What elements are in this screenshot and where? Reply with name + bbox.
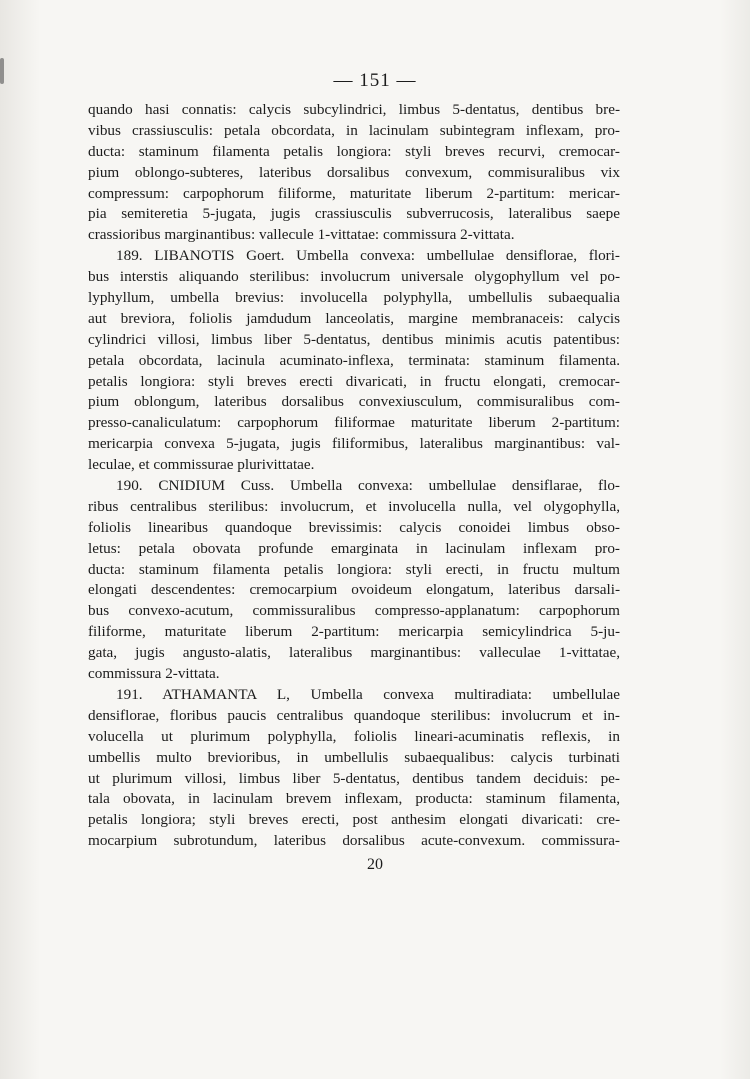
text-line: gata, jugis angusto-alatis, lateralibus marginantibus: valleculae 1-vittatae, bbox=[88, 644, 620, 662]
text-line: elongati descendentes: cremocarpium ovoideum elongatum, lateribus darsali- bbox=[88, 581, 620, 599]
page-number: — 151 — bbox=[333, 70, 417, 91]
text-line: pia semiteretia 5-jugata, jugis crassiusculis subverrucosis, lateralibus saepe bbox=[88, 205, 620, 223]
text-line: ribus centralibus sterilibus: involucrum, et involucella nulla, vel olygophylla, bbox=[88, 497, 620, 515]
text-line: ut plurimum villosi, limbus liber 5-dentatus, dentibus tandem deciduis: pe- bbox=[88, 769, 620, 787]
text-line: commissura 2-vittata. bbox=[88, 665, 220, 683]
text-line: petala obcordata, lacinula acuminato-inflexa, terminata: staminum filamenta. bbox=[88, 351, 620, 369]
text-line: umbellis multo brevioribus, in umbellulis subaequalibus: calycis turbinati bbox=[88, 748, 620, 766]
text-line: filiforme, maturitate liberum 2-partitum: mericarpia semicylindrica 5-ju- bbox=[88, 623, 620, 641]
text-line: leculae, et commissurae plurivittatae. bbox=[88, 456, 315, 474]
text-line: volucella ut plurimum polyphylla, foliolis lineari-acuminatis reflexis, in bbox=[88, 727, 620, 745]
text-line: quando hasi connatis: calycis subcylindrici, limbus 5-dentatus, dentibus bre- bbox=[88, 101, 620, 118]
entry-191-heading: 191. ATHAMANTA L, Umbella convexa multiradiata: umbellulae bbox=[116, 685, 620, 703]
text-line: densiflorae, floribus paucis centralibus quandoque sterilibus: involucrum et in- bbox=[88, 706, 620, 724]
entry-190-heading: 190. CNIDIUM Cuss. Umbella convexa: umbellulae densiflarae, flo- bbox=[116, 477, 620, 495]
text-line: foliolis linearibus quandoque brevissimis: calycis conoidei limbus obso- bbox=[88, 518, 620, 536]
text-line: bus convexo-acutum, commissuralibus compresso-applanatum: carpophorum bbox=[88, 602, 620, 620]
entry-189-heading: 189. LIBANOTIS Goert. Umbella convexa: umbellulae densiflorae, flori- bbox=[116, 247, 620, 265]
text-line: mocarpium subrotundum, lateribus dorsalibus acute-convexum. commissura- bbox=[88, 832, 620, 850]
text-line: aut breviora, foliolis jamdudum lanceolatis, margine membranaceis: calycis bbox=[88, 309, 620, 327]
text-line: petalis longiora; styli breves erecti, post anthesim elongati divaricati: cre- bbox=[88, 811, 620, 829]
text-line: cylindrici villosi, limbus liber 5-dentatus, dentibus minimis acutis patentibus: bbox=[88, 330, 620, 348]
text-line: mericarpia convexa 5-jugata, jugis filiformibus, lateralibus marginantibus: val- bbox=[88, 435, 620, 453]
text-line: lyphyllum, umbella brevius: involucella polyphylla, umbellulis subaequalia bbox=[88, 289, 620, 307]
text-line: tala obovata, in lacinulam brevem inflexam, producta: staminum filamenta, bbox=[88, 790, 620, 808]
text-line: crassioribus marginantibus: vallecule 1-vittatae: commissura 2-vittata. bbox=[88, 226, 515, 244]
text-line: compressum: carpophorum filiforme, maturitate liberum 2-partitum: mericar- bbox=[88, 184, 620, 202]
signature-mark: 20 bbox=[367, 856, 383, 873]
text-line: presso-canaliculatum: carpophorum filiformae maturitate liberum 2-partitum: bbox=[88, 414, 620, 432]
text-line: vibus crassiusculis: petala obcordata, in lacinulam subintegram inflexam, pro- bbox=[88, 121, 620, 139]
text-line: ducta: staminum filamenta petalis longiora: styli breves recurvi, cremocar- bbox=[88, 142, 620, 160]
text-line: petalis longiora: styli breves erecti divaricati, in fructu elongati, cremocar- bbox=[88, 372, 620, 390]
text-line: letus: petala obovata profunde emarginata in lacinulam inflexam pro- bbox=[88, 539, 620, 557]
text-line: bus interstis aliquando sterilibus: involucrum universale olygophyllum vel po- bbox=[88, 268, 620, 286]
text-line: pium oblongum, lateribus dorsalibus convexiusculum, commisuralibus com- bbox=[88, 393, 620, 411]
text-line: pium oblongo-subteres, lateribus dorsalibus convexum, commisuralibus vix bbox=[88, 163, 620, 181]
text-line: ducta: staminum filamenta petalis longiora: styli erecti, in fructu multum bbox=[88, 560, 620, 578]
body-text bbox=[88, 100, 620, 852]
